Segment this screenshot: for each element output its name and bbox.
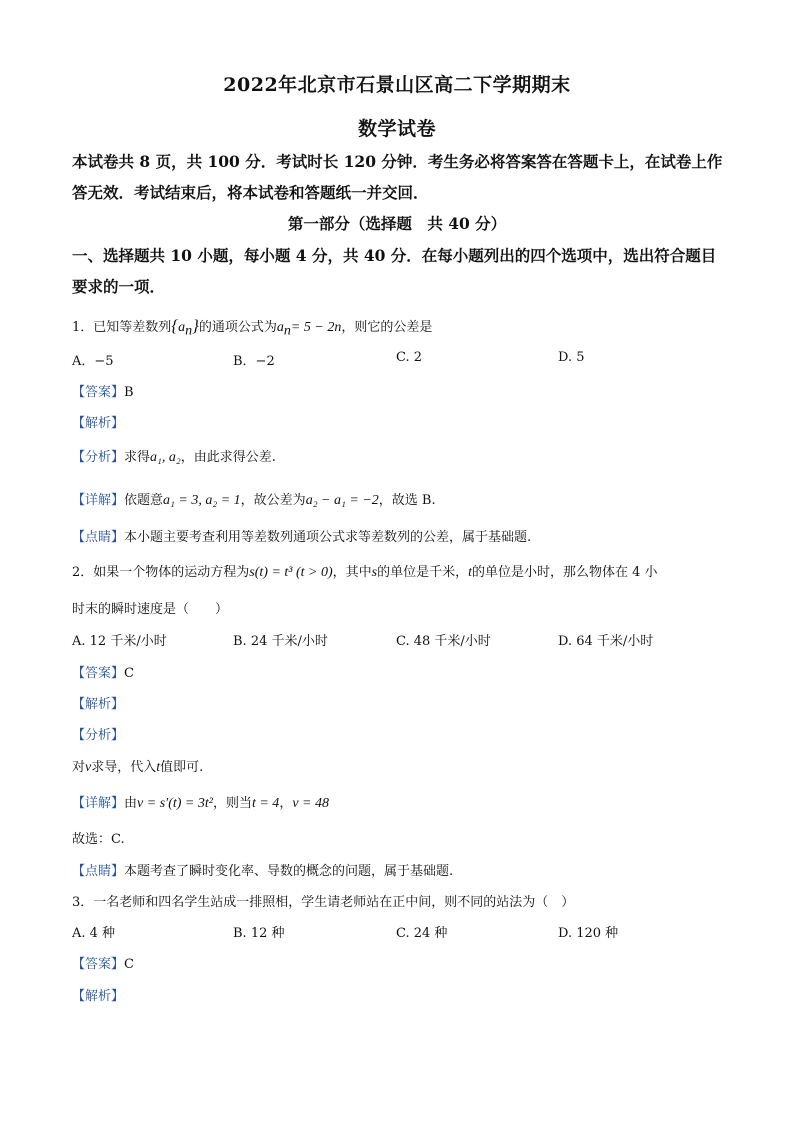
q1-analysis-label: 【解析】 (72, 416, 125, 431)
q2-answer: 【答案】C (72, 666, 134, 681)
page-title: 2022年北京市石景山区高二下学期期末 (223, 74, 571, 96)
q2-stem-line-2: 时末的瞬时速度是（ ） (72, 602, 229, 617)
q2-option-d: D. 64 千米/小时 (558, 634, 654, 649)
page-subtitle: 数学试卷 (357, 118, 436, 140)
intro-line-1: 本试卷共 8 页，共 100 分．考试时长 120 分钟．考生务必将答案答在答题卡上，在试卷上作 (72, 152, 723, 171)
q3-stem: 3．一名老师和四名学生站成一排照相，学生请老师站在正中间，则不同的站法为（ ） (72, 895, 575, 910)
q1-answer: 【答案】B (72, 385, 134, 400)
q3-analysis-label: 【解析】 (72, 989, 125, 1004)
q2-analysis-label: 【解析】 (72, 697, 125, 712)
intro-line-2: 答无效．考试结束后，将本试卷和答题纸一并交回． (72, 183, 429, 202)
q3-answer: 【答案】C (72, 957, 134, 972)
q2-comment: 【点睛】本题考查了瞬时变化率、导数的概念的问题，属于基础题. (72, 864, 454, 879)
q3-option-d: D. 120 种 (558, 926, 619, 941)
q3-option-c: C. 24 种 (396, 926, 448, 941)
q2-stem-line-1: 2．如果一个物体的运动方程为s(t) = t³ (t > 0)，其中s的单位是千米，t的单位是小时，那么物体在 4 小 (72, 565, 658, 580)
q1-option-a: A．−5 (72, 354, 114, 369)
q1-stem: 1．已知等差数列$\{a_n\}$的通项公式为$a_n= 5 - 2n$，则它的公差是 (72, 316, 433, 339)
q1-fenxi: 【分析】求得a₁, a₂，由此求得公差. (72, 450, 276, 465)
q3-option-a: A. 4 种 (72, 926, 116, 941)
part-title: 第一部分（选择题 共 40 分） (287, 214, 507, 233)
q2-option-b: B. 24 千米/小时 (233, 634, 328, 649)
section-line-2: 要求的一项． (72, 277, 166, 296)
q1-detail: 【详解】依题意a₁ = 3, a₂ = 1，故公差为a₂ − a₁ = −2，故选 B. (72, 493, 436, 508)
q1-option-b: B．−2 (233, 354, 275, 369)
q1-comment: 【点睛】本小题主要考查利用等差数列通项公式求等差数列的公差，属于基础题. (72, 530, 532, 545)
q2-option-a: A. 12 千米/小时 (72, 634, 167, 649)
q1-option-c: C. 2 (396, 350, 423, 365)
q1-option-d: D. 5 (558, 350, 585, 365)
q2-choose: 故选：C. (72, 832, 125, 847)
q2-fenxi: 对v求导，代入t值即可. (72, 760, 204, 775)
q2-detail: 【详解】由v = s′(t) = 3t²，则当t = 4，v = 48 (72, 796, 329, 811)
section-line-1: 一、选择题共 10 小题，每小题 4 分，共 40 分．在每小题列出的四个选项中，选出符合题目 (72, 246, 717, 265)
q2-fenxi-label: 【分析】 (72, 728, 125, 743)
q2-option-c: C. 48 千米/小时 (396, 634, 491, 649)
q3-option-b: B. 12 种 (233, 926, 285, 941)
